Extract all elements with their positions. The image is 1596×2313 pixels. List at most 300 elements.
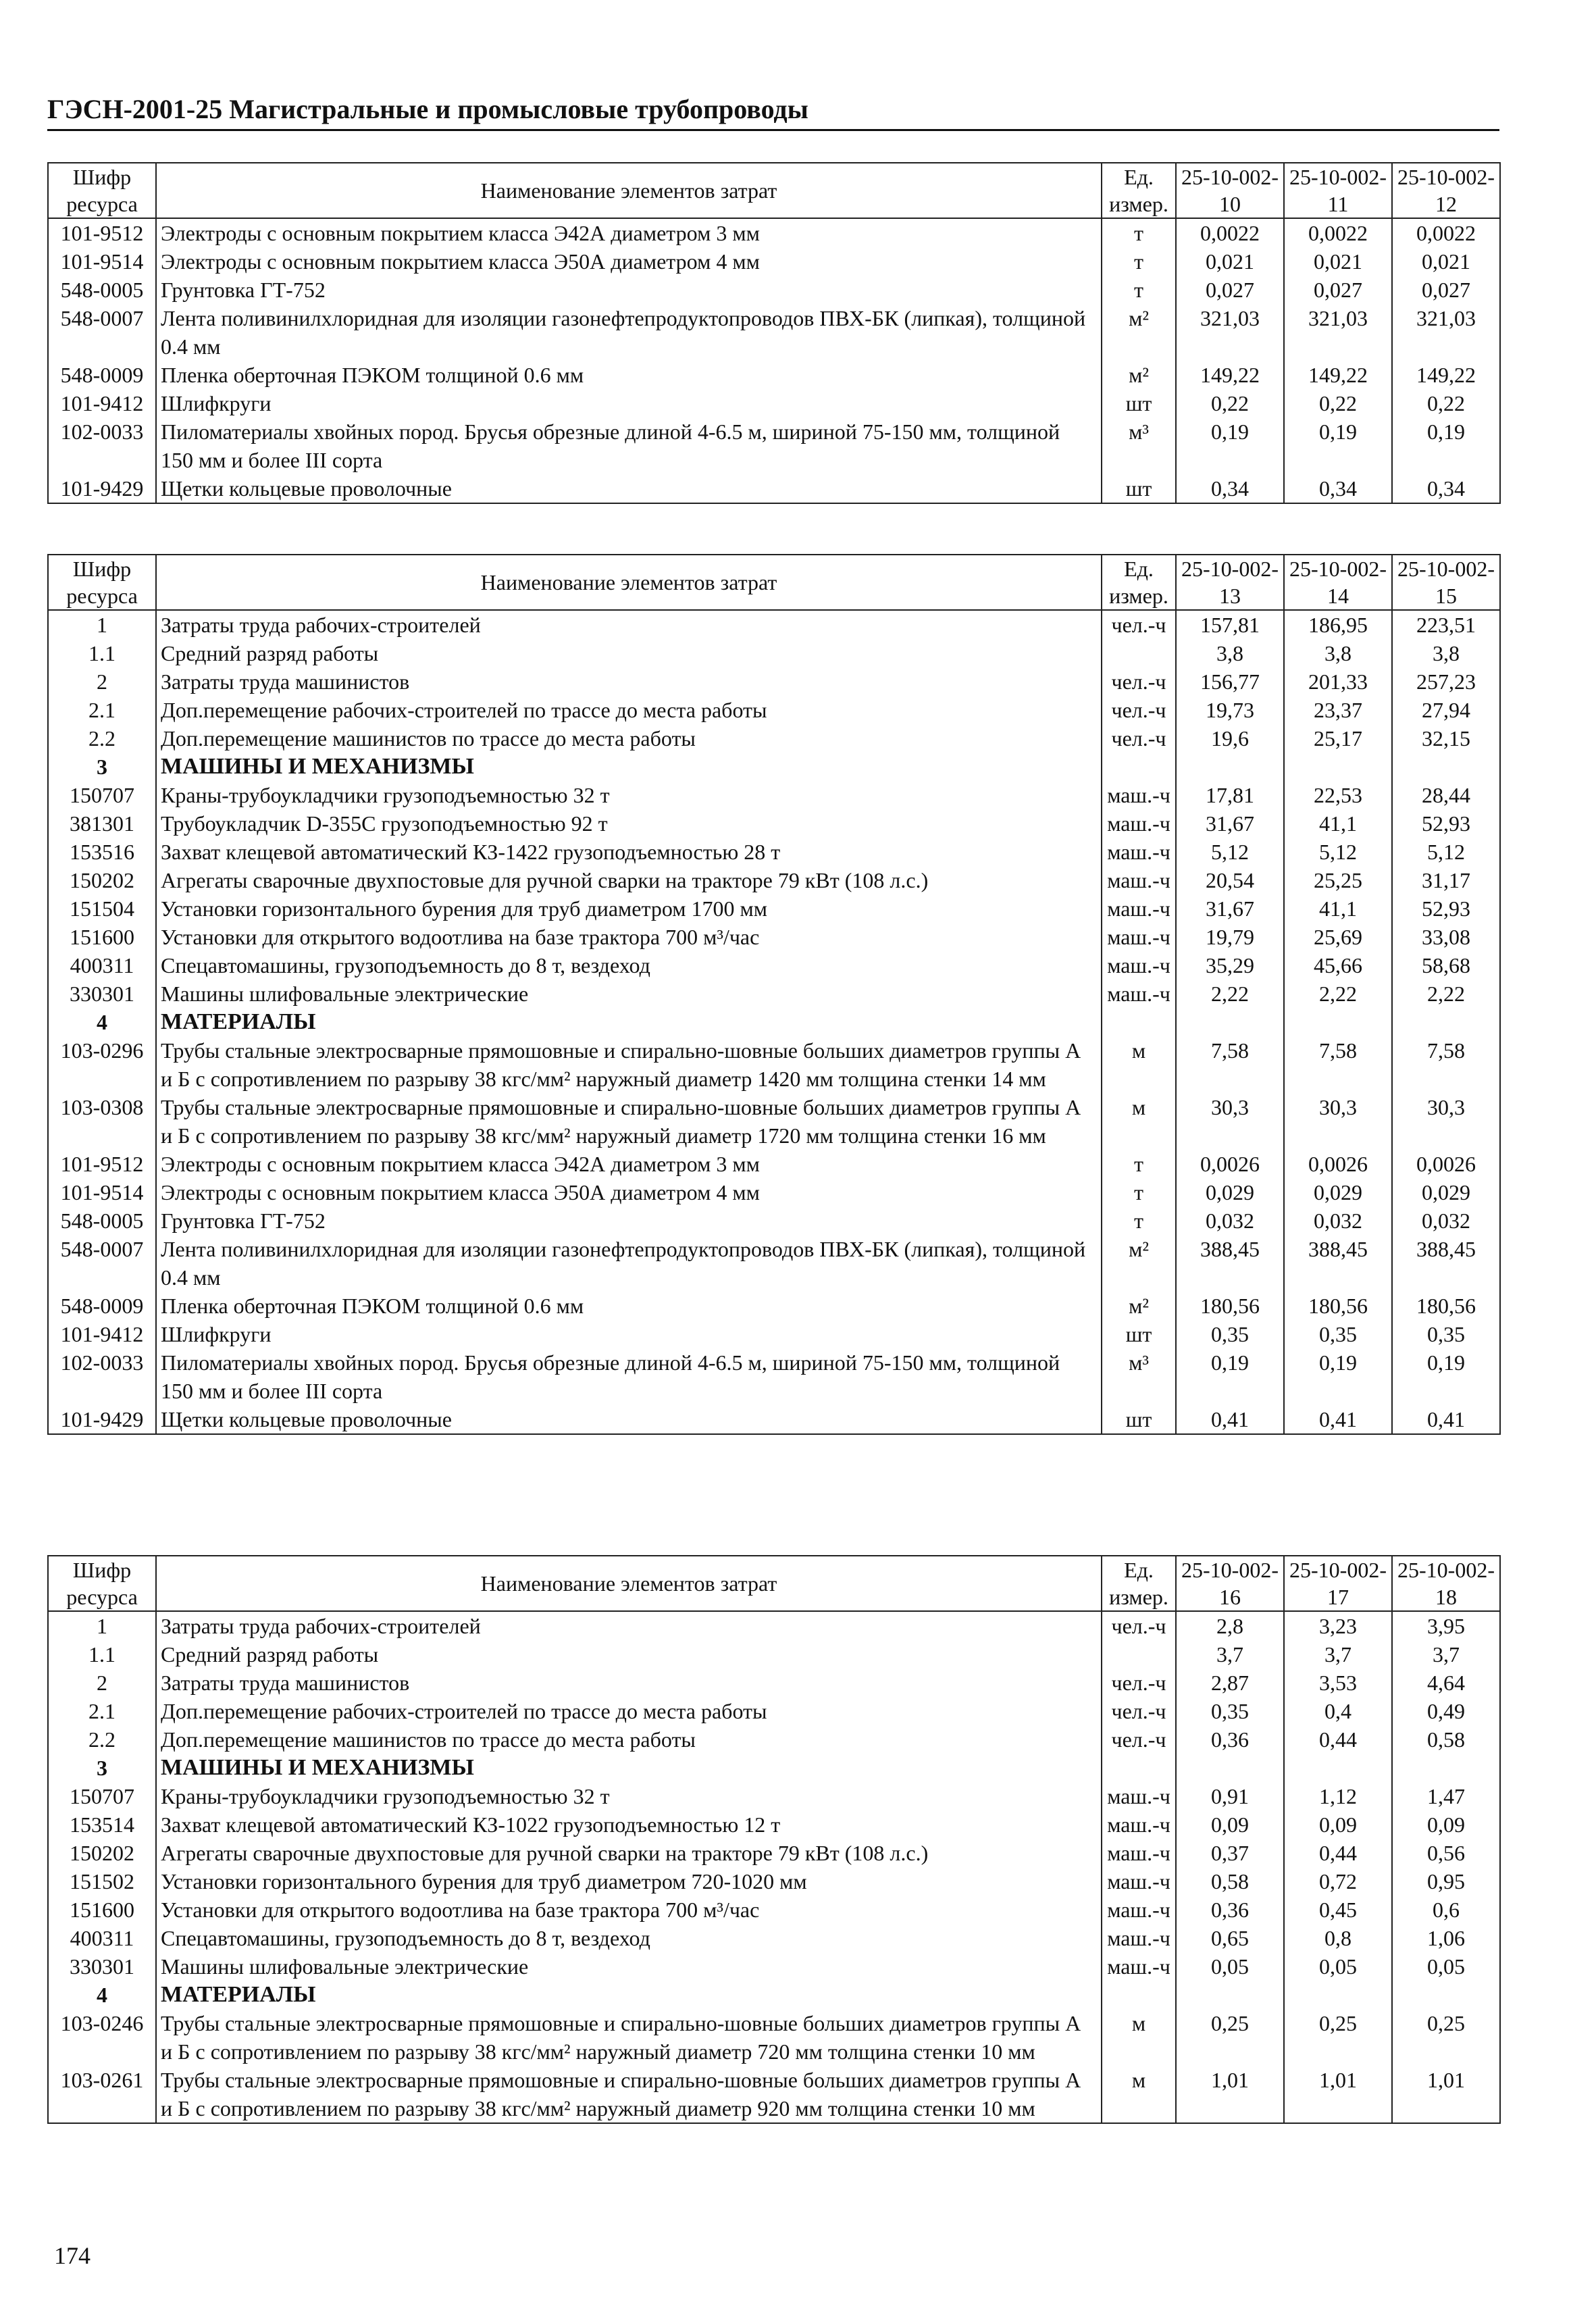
resource-code: 330301 xyxy=(48,980,156,1008)
rate-value xyxy=(1392,1754,1500,1782)
cost-element-name: Электроды с основным покрытием класса Э50А диаметром 4 мм xyxy=(156,1178,1102,1206)
table-row xyxy=(48,610,1500,639)
rate-value: 2,8 xyxy=(1176,1611,1284,1640)
table-row xyxy=(48,1405,1500,1434)
rate-value: 1,01 xyxy=(1176,2066,1284,2123)
rate-value xyxy=(1284,1981,1392,2009)
rate-value: 0,91 xyxy=(1176,1782,1284,1810)
rate-value: 32,15 xyxy=(1392,724,1500,753)
cost-element-name: МАШИНЫ И МЕХАНИЗМЫ xyxy=(156,753,1102,781)
cost-element-name: Доп.перемещение рабочих-строителей по трассе до места работы xyxy=(156,696,1102,724)
resource-code: 2.2 xyxy=(48,1725,156,1754)
cost-element-name: Пиломатериалы хвойных пород. Брусья обрезные длиной 4-6.5 м, шириной 75-150 мм, толщиной 150 мм и более III сорта xyxy=(156,1348,1102,1405)
cost-element-name: Спецавтомашины, грузоподъемность до 8 т, вездеход xyxy=(156,951,1102,980)
rate-value: 58,68 xyxy=(1392,951,1500,980)
column-header-rate-code: 25-10-002-10 xyxy=(1176,163,1284,218)
unit-of-measure: т xyxy=(1102,247,1176,276)
unit-of-measure: маш.-ч xyxy=(1102,894,1176,923)
rate-value: 19,6 xyxy=(1176,724,1284,753)
rate-value: 19,73 xyxy=(1176,696,1284,724)
cost-element-name: Пленка оберточная ПЭКОМ толщиной 0.6 мм xyxy=(156,361,1102,389)
column-header-unit: Ед. измер. xyxy=(1102,555,1176,610)
rate-value: 0,0022 xyxy=(1284,218,1392,247)
unit-of-measure: м² xyxy=(1102,361,1176,389)
rate-value: 186,95 xyxy=(1284,610,1392,639)
table-row xyxy=(48,247,1500,276)
unit-of-measure: маш.-ч xyxy=(1102,838,1176,866)
unit-of-measure xyxy=(1102,639,1176,667)
rate-value: 52,93 xyxy=(1392,809,1500,838)
rate-value: 0,027 xyxy=(1392,276,1500,304)
rate-value: 0,35 xyxy=(1284,1320,1392,1348)
table-row xyxy=(48,781,1500,809)
unit-of-measure: чел.-ч xyxy=(1102,696,1176,724)
cost-element-name: Трубы стальные электросварные прямошовные и спирально-шовные больших диаметров группы А и Б с сопротивлением по разрыву 38 кгс/мм² наружный диаметр 920 мм толщина стенки 10 мм xyxy=(156,2066,1102,2123)
table-row xyxy=(48,1320,1500,1348)
unit-of-measure: м³ xyxy=(1102,417,1176,474)
resource-code: 101-9512 xyxy=(48,1150,156,1178)
column-header-code: Шифр ресурса xyxy=(48,1556,156,1611)
table-row xyxy=(48,866,1500,894)
table-row xyxy=(48,276,1500,304)
cost-element-name: Трубы стальные электросварные прямошовные и спирально-шовные больших диаметров группы А и Б с сопротивлением по разрыву 38 кгс/мм² наружный диаметр 720 мм толщина стенки 10 мм xyxy=(156,2009,1102,2066)
table-row xyxy=(48,1697,1500,1725)
rate-value: 149,22 xyxy=(1284,361,1392,389)
resource-code: 2 xyxy=(48,667,156,696)
unit-of-measure: маш.-ч xyxy=(1102,1782,1176,1810)
rate-value: 321,03 xyxy=(1392,304,1500,361)
cost-element-name: Щетки кольцевые проволочные xyxy=(156,1405,1102,1434)
unit-of-measure: м xyxy=(1102,1093,1176,1150)
unit-of-measure: чел.-ч xyxy=(1102,667,1176,696)
rate-value: 0,05 xyxy=(1284,1952,1392,1981)
rate-value: 0,95 xyxy=(1392,1867,1500,1896)
rate-value: 201,33 xyxy=(1284,667,1392,696)
unit-of-measure xyxy=(1102,1008,1176,1036)
table-row xyxy=(48,1669,1500,1697)
resource-code: 330301 xyxy=(48,1952,156,1981)
cost-element-name: Электроды с основным покрытием класса Э42А диаметром 3 мм xyxy=(156,1150,1102,1178)
rate-value: 3,7 xyxy=(1392,1640,1500,1669)
unit-of-measure: маш.-ч xyxy=(1102,1867,1176,1896)
rate-value xyxy=(1392,1008,1500,1036)
table-row xyxy=(48,894,1500,923)
unit-of-measure: чел.-ч xyxy=(1102,1697,1176,1725)
unit-of-measure xyxy=(1102,1981,1176,2009)
rate-value: 388,45 xyxy=(1284,1235,1392,1292)
rate-value: 0,19 xyxy=(1176,417,1284,474)
rate-value: 0,56 xyxy=(1392,1839,1500,1867)
resource-code: 1.1 xyxy=(48,639,156,667)
resource-code: 101-9429 xyxy=(48,474,156,503)
resource-code: 102-0033 xyxy=(48,417,156,474)
rate-value: 0,44 xyxy=(1284,1725,1392,1754)
rate-value: 0,19 xyxy=(1392,1348,1500,1405)
column-header-rate-code: 25-10-002-13 xyxy=(1176,555,1284,610)
resource-code: 151600 xyxy=(48,1896,156,1924)
cost-element-name: МАШИНЫ И МЕХАНИЗМЫ xyxy=(156,1754,1102,1782)
column-header-name: Наименование элементов затрат xyxy=(156,163,1102,218)
table-row xyxy=(48,1178,1500,1206)
rate-value: 0,25 xyxy=(1284,2009,1392,2066)
rate-value: 388,45 xyxy=(1392,1235,1500,1292)
rate-value xyxy=(1284,753,1392,781)
rate-value: 0,25 xyxy=(1392,2009,1500,2066)
unit-of-measure: маш.-ч xyxy=(1102,1924,1176,1952)
rate-value: 0,09 xyxy=(1392,1810,1500,1839)
rate-value: 27,94 xyxy=(1392,696,1500,724)
resource-code: 101-9512 xyxy=(48,218,156,247)
column-header-rate-code: 25-10-002-17 xyxy=(1284,1556,1392,1611)
cost-element-name: Краны-трубоукладчики грузоподъемностью 32 т xyxy=(156,781,1102,809)
unit-of-measure: маш.-ч xyxy=(1102,1896,1176,1924)
cost-element-name: Установки горизонтального бурения для труб диаметром 720-1020 мм xyxy=(156,1867,1102,1896)
rate-value: 0,0026 xyxy=(1392,1150,1500,1178)
resource-code: 2 xyxy=(48,1669,156,1697)
rate-value: 180,56 xyxy=(1392,1292,1500,1320)
rate-value: 0,0022 xyxy=(1392,218,1500,247)
table-header-row xyxy=(48,1556,1500,1611)
cost-element-name: Пиломатериалы хвойных пород. Брусья обрезные длиной 4-6.5 м, шириной 75-150 мм, толщиной 150 мм и более III сорта xyxy=(156,417,1102,474)
resource-code: 1 xyxy=(48,1611,156,1640)
rate-value: 0,19 xyxy=(1176,1348,1284,1405)
unit-of-measure: т xyxy=(1102,218,1176,247)
column-header-rate-code: 25-10-002-15 xyxy=(1392,555,1500,610)
rate-value: 0,09 xyxy=(1176,1810,1284,1839)
rate-value: 157,81 xyxy=(1176,610,1284,639)
resource-code: 103-0261 xyxy=(48,2066,156,2123)
rate-value xyxy=(1392,1981,1500,2009)
rate-value: 1,01 xyxy=(1284,2066,1392,2123)
rate-value: 7,58 xyxy=(1176,1036,1284,1093)
cost-element-name: Пленка оберточная ПЭКОМ толщиной 0.6 мм xyxy=(156,1292,1102,1320)
unit-of-measure xyxy=(1102,1754,1176,1782)
table-row xyxy=(48,1810,1500,1839)
cost-element-name: Средний разряд работы xyxy=(156,639,1102,667)
table-row xyxy=(48,474,1500,503)
column-header-rate-code: 25-10-002-11 xyxy=(1284,163,1392,218)
rate-value: 0,8 xyxy=(1284,1924,1392,1952)
rate-value: 0,0026 xyxy=(1284,1150,1392,1178)
rate-value: 0,35 xyxy=(1176,1697,1284,1725)
rate-value: 0,45 xyxy=(1284,1896,1392,1924)
cost-element-name: Машины шлифовальные электрические xyxy=(156,980,1102,1008)
rate-value: 0,49 xyxy=(1392,1697,1500,1725)
rate-value: 180,56 xyxy=(1284,1292,1392,1320)
rate-value: 3,7 xyxy=(1176,1640,1284,1669)
section-row xyxy=(48,1008,1500,1036)
cost-element-name: Затраты труда рабочих-строителей xyxy=(156,1611,1102,1640)
rate-value: 0,05 xyxy=(1176,1952,1284,1981)
rate-value: 3,8 xyxy=(1284,639,1392,667)
rate-value: 5,12 xyxy=(1176,838,1284,866)
cost-element-name: Шлифкруги xyxy=(156,389,1102,417)
unit-of-measure: маш.-ч xyxy=(1102,1810,1176,1839)
rate-value: 0,72 xyxy=(1284,1867,1392,1896)
unit-of-measure: т xyxy=(1102,1206,1176,1235)
rate-value: 1,47 xyxy=(1392,1782,1500,1810)
rate-value: 0,032 xyxy=(1176,1206,1284,1235)
table-header-row xyxy=(48,555,1500,610)
table-row xyxy=(48,1924,1500,1952)
rate-value: 5,12 xyxy=(1284,838,1392,866)
table-row xyxy=(48,1640,1500,1669)
table-row xyxy=(48,724,1500,753)
resource-table-3 xyxy=(47,1555,1501,2124)
unit-of-measure: чел.-ч xyxy=(1102,1669,1176,1697)
rate-value: 30,3 xyxy=(1176,1093,1284,1150)
cost-element-name: МАТЕРИАЛЫ xyxy=(156,1981,1102,2009)
resource-code: 4 xyxy=(48,1981,156,2009)
unit-of-measure: м xyxy=(1102,2009,1176,2066)
resource-code: 3 xyxy=(48,753,156,781)
rate-value: 0,032 xyxy=(1392,1206,1500,1235)
unit-of-measure: чел.-ч xyxy=(1102,1611,1176,1640)
rate-value: 52,93 xyxy=(1392,894,1500,923)
cost-element-name: Электроды с основным покрытием класса Э42А диаметром 3 мм xyxy=(156,218,1102,247)
rate-value: 0,027 xyxy=(1284,276,1392,304)
table-row xyxy=(48,2066,1500,2123)
rate-value: 2,87 xyxy=(1176,1669,1284,1697)
resource-code: 151502 xyxy=(48,1867,156,1896)
resource-code: 151600 xyxy=(48,923,156,951)
cost-element-name: Трубы стальные электросварные прямошовные и спирально-шовные больших диаметров группы А и Б с сопротивлением по разрыву 38 кгс/мм² наружный диаметр 1420 мм толщина стенки 14 мм xyxy=(156,1036,1102,1093)
rate-value: 149,22 xyxy=(1176,361,1284,389)
resource-code: 1.1 xyxy=(48,1640,156,1669)
table-row xyxy=(48,1348,1500,1405)
cost-element-name: Агрегаты сварочные двухпостовые для ручной сварки на тракторе 79 кВт (108 л.с.) xyxy=(156,1839,1102,1867)
rate-value: 2,22 xyxy=(1284,980,1392,1008)
rate-value: 321,03 xyxy=(1284,304,1392,361)
rate-value: 388,45 xyxy=(1176,1235,1284,1292)
rate-value: 2,22 xyxy=(1176,980,1284,1008)
rate-value: 25,69 xyxy=(1284,923,1392,951)
column-header-name: Наименование элементов затрат xyxy=(156,555,1102,610)
resource-code: 102-0033 xyxy=(48,1348,156,1405)
rate-value: 0,6 xyxy=(1392,1896,1500,1924)
resource-code: 101-9514 xyxy=(48,247,156,276)
unit-of-measure: м² xyxy=(1102,1292,1176,1320)
rate-value: 31,67 xyxy=(1176,809,1284,838)
table-header-row xyxy=(48,163,1500,218)
unit-of-measure: маш.-ч xyxy=(1102,951,1176,980)
rate-value: 0,22 xyxy=(1176,389,1284,417)
rate-value: 25,17 xyxy=(1284,724,1392,753)
unit-of-measure: т xyxy=(1102,1178,1176,1206)
rate-value: 0,58 xyxy=(1392,1725,1500,1754)
resource-code: 548-0007 xyxy=(48,304,156,361)
cost-element-name: Установки для открытого водоотлива на базе трактора 700 м³/час xyxy=(156,1896,1102,1924)
rate-value: 7,58 xyxy=(1392,1036,1500,1093)
unit-of-measure: чел.-ч xyxy=(1102,724,1176,753)
rate-value: 23,37 xyxy=(1284,696,1392,724)
section-row xyxy=(48,753,1500,781)
unit-of-measure: маш.-ч xyxy=(1102,980,1176,1008)
rate-value xyxy=(1176,1981,1284,2009)
unit-of-measure: м² xyxy=(1102,1235,1176,1292)
resource-code: 150202 xyxy=(48,1839,156,1867)
cost-element-name: Установки для открытого водоотлива на базе трактора 700 м³/час xyxy=(156,923,1102,951)
table-row xyxy=(48,667,1500,696)
rate-value: 0,0026 xyxy=(1176,1150,1284,1178)
resource-code: 548-0009 xyxy=(48,1292,156,1320)
rate-value: 0,41 xyxy=(1284,1405,1392,1434)
rate-value: 5,12 xyxy=(1392,838,1500,866)
rate-value: 321,03 xyxy=(1176,304,1284,361)
rate-value: 3,95 xyxy=(1392,1611,1500,1640)
page-header-title: ГЭСН-2001-25 Магистральные и промысловые трубопроводы xyxy=(47,93,1499,131)
resource-code: 548-0005 xyxy=(48,276,156,304)
table-row xyxy=(48,1782,1500,1810)
cost-element-name: Доп.перемещение машинистов по трассе до места работы xyxy=(156,724,1102,753)
table-row xyxy=(48,1867,1500,1896)
table-row xyxy=(48,809,1500,838)
rate-value: 0,44 xyxy=(1284,1839,1392,1867)
cost-element-name: Агрегаты сварочные двухпостовые для ручной сварки на тракторе 79 кВт (108 л.с.) xyxy=(156,866,1102,894)
cost-element-name: Грунтовка ГТ-752 xyxy=(156,1206,1102,1235)
cost-element-name: Затраты труда машинистов xyxy=(156,667,1102,696)
resource-code: 400311 xyxy=(48,951,156,980)
rate-value: 19,79 xyxy=(1176,923,1284,951)
resource-code: 150202 xyxy=(48,866,156,894)
column-header-code: Шифр ресурса xyxy=(48,163,156,218)
rate-value: 0,34 xyxy=(1392,474,1500,503)
table-row xyxy=(48,1896,1500,1924)
resource-code: 103-0308 xyxy=(48,1093,156,1150)
unit-of-measure: т xyxy=(1102,1150,1176,1178)
cost-element-name: Трубы стальные электросварные прямошовные и спирально-шовные больших диаметров группы А и Б с сопротивлением по разрыву 38 кгс/мм² наружный диаметр 1720 мм толщина стенки 16 мм xyxy=(156,1093,1102,1150)
rate-value: 35,29 xyxy=(1176,951,1284,980)
table-row xyxy=(48,696,1500,724)
rate-value: 0,05 xyxy=(1392,1952,1500,1981)
section-row xyxy=(48,1981,1500,2009)
unit-of-measure xyxy=(1102,1640,1176,1669)
table-row xyxy=(48,417,1500,474)
cost-element-name: Спецавтомашины, грузоподъемность до 8 т, вездеход xyxy=(156,1924,1102,1952)
rate-value: 223,51 xyxy=(1392,610,1500,639)
resource-code: 548-0005 xyxy=(48,1206,156,1235)
table-row xyxy=(48,1839,1500,1867)
table-row xyxy=(48,1292,1500,1320)
rate-value: 30,3 xyxy=(1284,1093,1392,1150)
resource-code: 101-9514 xyxy=(48,1178,156,1206)
resource-table-1 xyxy=(47,162,1501,504)
rate-value xyxy=(1176,753,1284,781)
resource-code: 153516 xyxy=(48,838,156,866)
rate-value: 0,19 xyxy=(1284,1348,1392,1405)
rate-value: 0,0022 xyxy=(1176,218,1284,247)
resource-code: 4 xyxy=(48,1008,156,1036)
rate-value: 4,64 xyxy=(1392,1669,1500,1697)
unit-of-measure: маш.-ч xyxy=(1102,923,1176,951)
rate-value xyxy=(1392,753,1500,781)
rate-value xyxy=(1176,1754,1284,1782)
rate-value: 7,58 xyxy=(1284,1036,1392,1093)
resource-code: 151504 xyxy=(48,894,156,923)
resource-code: 548-0007 xyxy=(48,1235,156,1292)
resource-code: 381301 xyxy=(48,809,156,838)
rate-value xyxy=(1284,1008,1392,1036)
column-header-rate-code: 25-10-002-16 xyxy=(1176,1556,1284,1611)
resource-code: 1 xyxy=(48,610,156,639)
cost-element-name: Трубоукладчик D-355C грузоподъемностью 92 т xyxy=(156,809,1102,838)
resource-code: 3 xyxy=(48,1754,156,1782)
rate-value: 0,22 xyxy=(1392,389,1500,417)
unit-of-measure: маш.-ч xyxy=(1102,866,1176,894)
unit-of-measure: чел.-ч xyxy=(1102,1725,1176,1754)
rate-value: 22,53 xyxy=(1284,781,1392,809)
rate-value: 0,25 xyxy=(1176,2009,1284,2066)
rate-value: 180,56 xyxy=(1176,1292,1284,1320)
resource-code: 150707 xyxy=(48,1782,156,1810)
rate-value: 0,41 xyxy=(1392,1405,1500,1434)
cost-element-name: Затраты труда машинистов xyxy=(156,1669,1102,1697)
rate-value: 0,58 xyxy=(1176,1867,1284,1896)
unit-of-measure: маш.-ч xyxy=(1102,1952,1176,1981)
unit-of-measure: шт xyxy=(1102,1405,1176,1434)
rate-value: 0,021 xyxy=(1392,247,1500,276)
table-row xyxy=(48,304,1500,361)
rate-value: 31,17 xyxy=(1392,866,1500,894)
cost-element-name: Машины шлифовальные электрические xyxy=(156,1952,1102,1981)
rate-value: 3,7 xyxy=(1284,1640,1392,1669)
cost-element-name: Лента поливинилхлоридная для изоляции газонефтепродуктопроводов ПВХ-БК (липкая), толщиной 0.4 мм xyxy=(156,304,1102,361)
cost-element-name: Затраты труда рабочих-строителей xyxy=(156,610,1102,639)
resource-code: 101-9412 xyxy=(48,389,156,417)
rate-value: 0,35 xyxy=(1176,1320,1284,1348)
unit-of-measure: м³ xyxy=(1102,1348,1176,1405)
table-row xyxy=(48,2009,1500,2066)
resource-code: 548-0009 xyxy=(48,361,156,389)
unit-of-measure: чел.-ч xyxy=(1102,610,1176,639)
rate-value: 0,34 xyxy=(1176,474,1284,503)
page-number: 174 xyxy=(54,2242,91,2269)
column-header-rate-code: 25-10-002-12 xyxy=(1392,163,1500,218)
column-header-rate-code: 25-10-002-14 xyxy=(1284,555,1392,610)
rate-value: 3,23 xyxy=(1284,1611,1392,1640)
rate-value: 0,41 xyxy=(1176,1405,1284,1434)
resource-code: 2.1 xyxy=(48,696,156,724)
resource-code: 2.2 xyxy=(48,724,156,753)
unit-of-measure: маш.-ч xyxy=(1102,781,1176,809)
unit-of-measure: маш.-ч xyxy=(1102,809,1176,838)
table-row xyxy=(48,361,1500,389)
table-row xyxy=(48,1093,1500,1150)
rate-value: 0,021 xyxy=(1284,247,1392,276)
rate-value: 45,66 xyxy=(1284,951,1392,980)
cost-element-name: Доп.перемещение машинистов по трассе до места работы xyxy=(156,1725,1102,1754)
rate-value: 0,021 xyxy=(1176,247,1284,276)
resource-code: 153514 xyxy=(48,1810,156,1839)
rate-value: 0,19 xyxy=(1284,417,1392,474)
rate-value: 0,029 xyxy=(1284,1178,1392,1206)
cost-element-name: Лента поливинилхлоридная для изоляции газонефтепродуктопроводов ПВХ-БК (липкая), толщиной 0.4 мм xyxy=(156,1235,1102,1292)
rate-value: 17,81 xyxy=(1176,781,1284,809)
resource-code: 2.1 xyxy=(48,1697,156,1725)
rate-value: 3,8 xyxy=(1392,639,1500,667)
rate-value xyxy=(1176,1008,1284,1036)
resource-table-2 xyxy=(47,554,1501,1435)
column-header-rate-code: 25-10-002-18 xyxy=(1392,1556,1500,1611)
unit-of-measure: шт xyxy=(1102,1320,1176,1348)
resource-code: 101-9429 xyxy=(48,1405,156,1434)
table-row xyxy=(48,1611,1500,1640)
rate-value: 0,19 xyxy=(1392,417,1500,474)
resource-code: 103-0296 xyxy=(48,1036,156,1093)
cost-element-name: Электроды с основным покрытием класса Э50А диаметром 4 мм xyxy=(156,247,1102,276)
rate-value: 257,23 xyxy=(1392,667,1500,696)
table-row xyxy=(48,1725,1500,1754)
